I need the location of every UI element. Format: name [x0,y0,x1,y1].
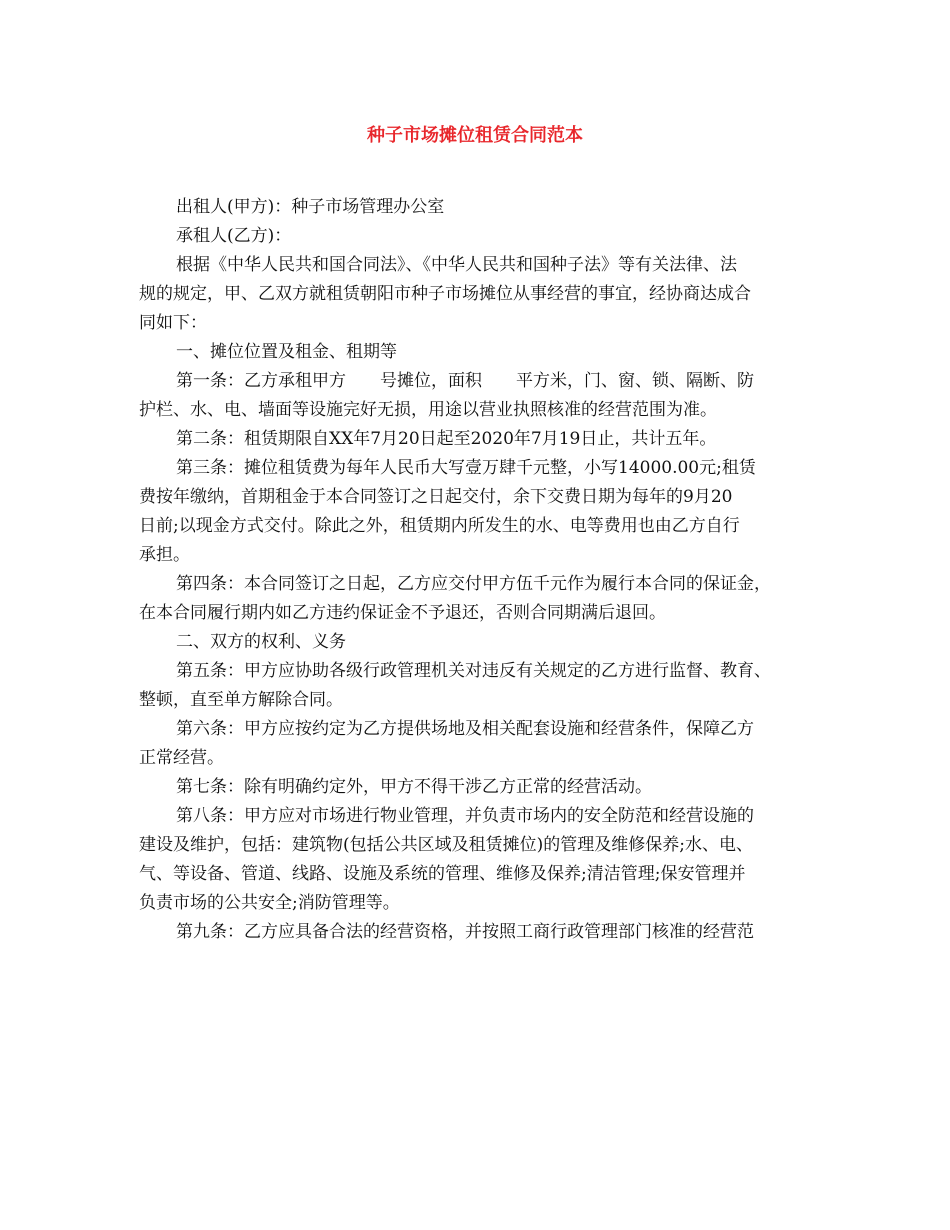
document-line: 二、双方的权利、义务 [176,632,346,652]
document-line: 在本合同履行期内如乙方违约保证金不予退还，否则合同期满后退回。 [139,603,666,623]
document-line: 一、摊位位置及租金、租期等 [176,342,397,362]
document-line: 正常经营。 [139,748,224,768]
document-line: 费按年缴纳，首期租金于本合同签订之日起交付，余下交费日期为每年的9月20 [139,487,733,507]
document-line: 出租人(甲方)：种子市场管理办公室 [176,197,445,217]
document-line: 负责市场的公共安全;消防管理等。 [139,893,400,913]
document-line: 同如下： [139,313,207,333]
document-body [139,193,819,947]
document-line: 第一条：乙方承租甲方 号摊位，面积 平方米，门、窗、锁、隔断、防 [176,371,754,391]
document-title: 种子市场摊位租赁合同范本 [367,125,583,146]
document-line: 第九条：乙方应具备合法的经营资格，并按照工商行政管理部门核准的经营范 [176,922,754,942]
document-line: 第七条：除有明确约定外，甲方不得干涉乙方正常的经营活动。 [176,777,652,797]
document-line: 第三条：摊位租赁费为每年人民币大写壹万肆千元整，小写14000.00元;租赁 [176,458,756,478]
document-line: 整顿，直至单方解除合同。 [139,690,343,710]
document-line: 第六条：甲方应按约定为乙方提供场地及相关配套设施和经营条件，保障乙方 [176,719,754,739]
document-line: 气、等设备、管道、线路、设施及系统的管理、维修及保养;清洁管理;保安管理并 [139,864,746,884]
document-line: 第四条：本合同签订之日起，乙方应交付甲方伍千元作为履行本合同的保证金， [176,574,771,594]
document-line: 规的规定，甲、乙双方就租赁朝阳市种子市场摊位从事经营的事宜，经协商达成合 [139,284,751,304]
document-line: 根据《中华人民共和国合同法》、《中华人民共和国种子法》等有关法律、法 [176,255,737,275]
document-line: 建设及维护，包括：建筑物(包括公共区域及租赁摊位)的管理及维修保养;水、电、 [139,835,753,855]
document-line: 承租人(乙方)： [176,226,292,246]
document-line: 承担。 [139,545,190,565]
document-line: 第八条：甲方应对市场进行物业管理，并负责市场内的安全防范和经营设施的 [176,806,754,826]
document-line: 日前;以现金方式交付。除此之外，租赁期内所发生的水、电等费用也由乙方自行 [139,516,740,536]
document-line: 第二条：租赁期限自XX年7月20日起至2020年7月19日止，共计五年。 [176,429,717,449]
document-line: 第五条：甲方应协助各级行政管理机关对违反有关规定的乙方进行监督、教育、 [176,661,771,681]
document-line: 护栏、水、电、墙面等设施完好无损，用途以营业执照核准的经营范围为准。 [139,400,717,420]
